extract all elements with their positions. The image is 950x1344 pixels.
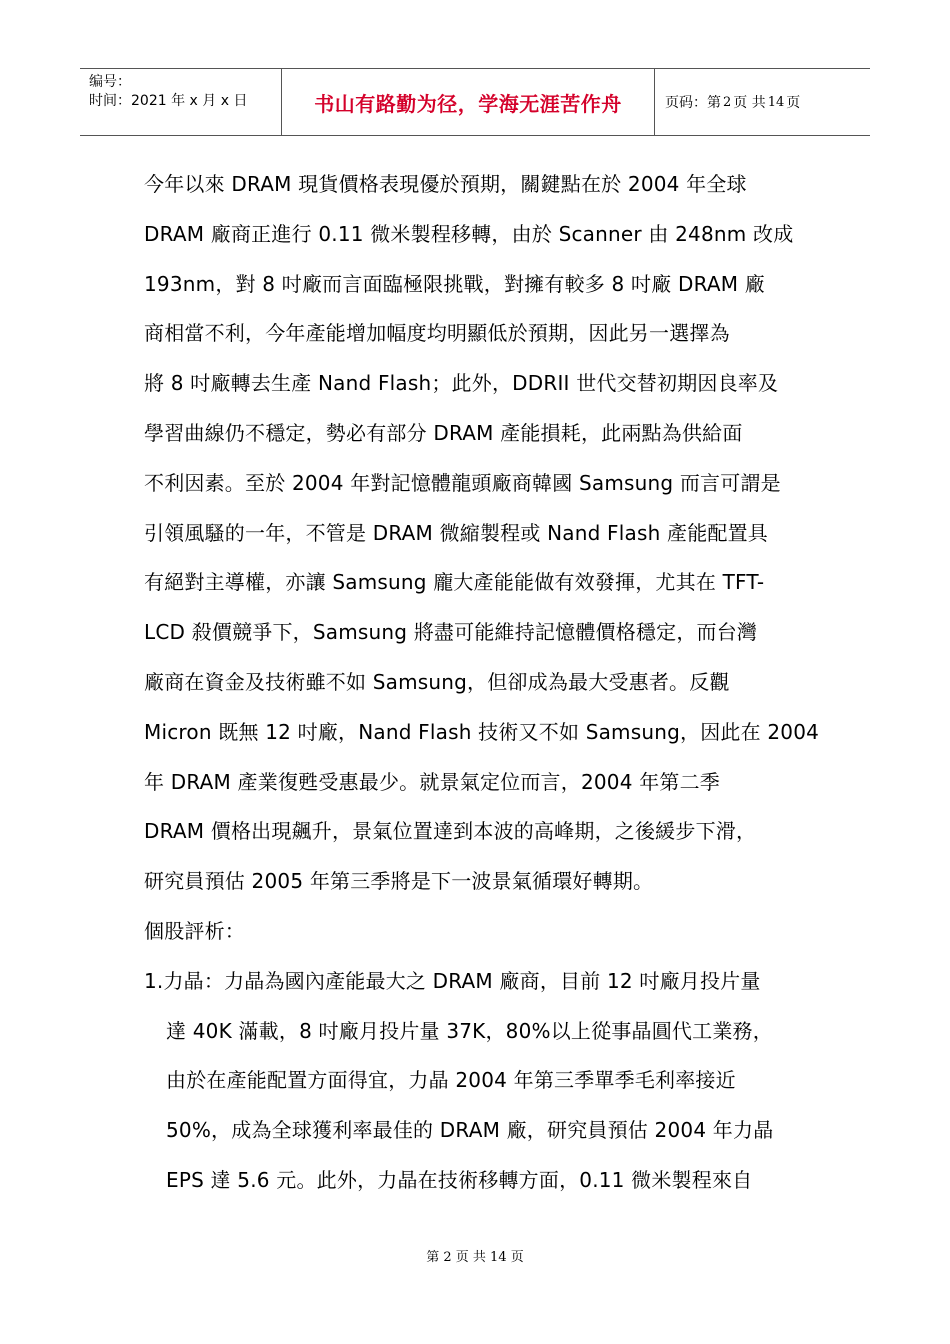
document-body (144, 160, 834, 1206)
paragraph-line: 學習曲線仍不穩定，勢必有部分 DRAM 產能損耗，此兩點為供給面 (144, 420, 743, 445)
paragraph-line: 廠商在資金及技術雖不如 Samsung，但卻成為最大受惠者。反觀 (144, 669, 730, 694)
number-label: 编号： (89, 74, 131, 90)
paragraph-line: 今年以來 DRAM 現貨價格表現優於預期，關鍵點在於 2004 年全球 (144, 172, 747, 196)
item-line: EPS 達 5.6 元。此外，力晶在技術移轉方面，0.11 微米製程來自 (166, 1167, 753, 1192)
page-suffix: 页 (786, 95, 801, 111)
time-label: 时间：2021 年 x 月 x 日 (89, 93, 248, 109)
paragraph-line: 193nm，對 8 吋廠而言面臨極限挑戰，對擁有較多 8 吋廠 DRAM 廠 (144, 271, 765, 296)
paragraph-line: 年 DRAM 產業復甦受惠最少。就景氣定位而言，2004 年第二季 (144, 769, 720, 794)
paragraph-line: 研究員預估 2005 年第三季將是下一波景氣循環好轉期。 (144, 869, 654, 894)
page-footer: 第 2 页 共 14 页 (426, 1250, 524, 1265)
page-total: 14 (767, 94, 785, 110)
item-line: 1.力晶：力晶為國內產能最大之 DRAM 廠商，目前 12 吋廠月投片量 (144, 968, 761, 993)
paragraph-line: 不利因素。至於 2004 年對記憶體龍頭廠商韓國 Samsung 而言可謂是 (144, 470, 781, 495)
main-paragraph (144, 160, 834, 907)
motto-text: 书山有路勤为径，学海无涯苦作舟 (314, 91, 622, 116)
paragraph-line: 將 8 吋廠轉去生產 Nand Flash；此外，DDRII 世代交替初期因良率及 (144, 371, 779, 396)
item-line: 達 40K 滿載，8 吋廠月投片量 37K，80%以上從事晶圓代工業務， (166, 1018, 773, 1043)
paragraph-line: 引領風騷的一年，不管是 DRAM 微縮製程或 Nand Flash 產能配置具 (144, 520, 769, 545)
paragraph-line: 有絕對主導權，亦讓 Samsung 龐大產能能做有效發揮，尤其在 TFT- (144, 570, 765, 595)
item-line: 由於在產能配置方面得宜，力晶 2004 年第三季單季毛利率接近 (166, 1068, 736, 1093)
paragraph-line: LCD 殺價競爭下，Samsung 將盡可能維持記憶體價格穩定，而台灣 (144, 620, 758, 645)
paragraph-line: 商相當不利，今年產能增加幅度均明顯低於預期，因此另一選擇為 (144, 321, 730, 346)
item-line: 50%，成為全球獲利率最佳的 DRAM 廠，研究員預估 2004 年力晶 (166, 1118, 774, 1143)
page-prefix: 页码：第 (665, 95, 721, 111)
page-middle: 页 共 (733, 95, 766, 111)
stock-item-1 (144, 957, 834, 1206)
paragraph-line: DRAM 廠商正進行 0.11 微米製程移轉，由於 Scanner 由 248nm 改成 (144, 221, 794, 246)
header-motto-cell (282, 69, 655, 135)
paragraph-line: Micron 既無 12 吋廠，Nand Flash 技術又不如 Samsung，因此在 2004 (144, 719, 820, 744)
section-heading: 個股評析： (144, 918, 245, 943)
paragraph-line: DRAM 價格出現飆升，景氣位置達到本波的高峰期，之後緩步下滑， (144, 819, 757, 844)
header-page-cell (655, 69, 870, 135)
header-meta-cell (80, 69, 282, 135)
document-header (80, 68, 870, 136)
page-current: 2 (723, 94, 732, 110)
